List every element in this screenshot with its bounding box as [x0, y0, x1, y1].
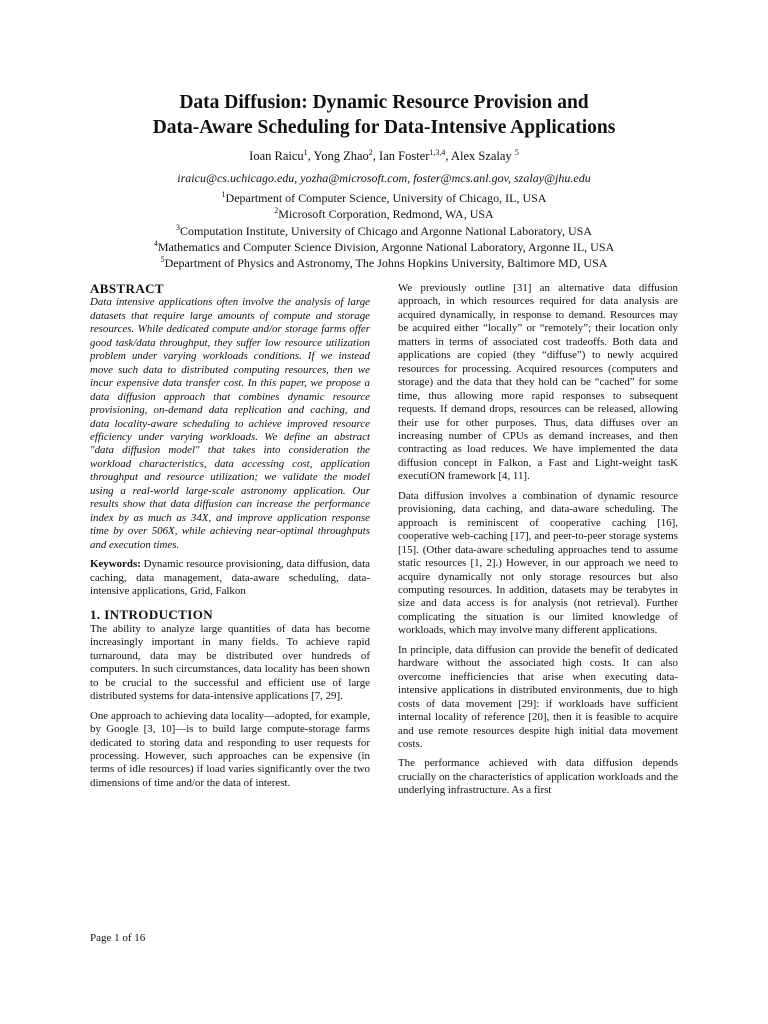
left-column — [90, 282, 370, 796]
keywords-text: Dynamic resource provisioning, data diffusion, data caching, data management, data-aware scheduling, data-intensive applications, Grid, Falkon — [90, 558, 370, 597]
author-name: Alex Szalay — [450, 149, 512, 163]
author-affiliation-mark: 1,3,4 — [429, 148, 446, 157]
keywords-label: Keywords: — [90, 558, 141, 571]
body-paragraph: We previously outline [31] an alternative data diffusion approach, in which resources required for data analysis are acquired dynamically, in response to demand. Resources may be acquired either “locally” or “remotely”; their location only matters in terms of associated cost tradeoffs. Both data and applications are copied (they “diffuse”) to newly acquired resources for processing. Acquired resources (computers and storage) and the data that they hold can be “cached” for some time, thus allowing more rapid responses to subsequent requests. If demand drops, resources can be released, allowing their use for other purposes. Thus, data diffuses over an increasing number of CPUs as demand increases, and then contracting as load reduces. We have implemented the data diffusion concept in Falkon, a Fast and Light-weight tasK executiON framework [4, 11]. — [398, 282, 678, 483]
page-number: Page 1 of 16 — [90, 932, 146, 944]
body-paragraph: In principle, data diffusion can provide the benefit of dedicated hardware without the associated high costs. It can also overcome inefficiencies that arise when executing data-intensive applications in distributed environments, due to high costs of data movement [29]: if workloads have sufficient internal locality of reference [20], then it is feasible to acquire and use remote resources despite high initial data movement costs. — [398, 643, 678, 750]
author-affiliation-mark: 5 — [514, 148, 519, 157]
title-line-1: Data Diffusion: Dynamic Resource Provision and — [179, 92, 589, 113]
affiliation-mark: 4 — [153, 238, 158, 248]
affiliation — [40, 206, 728, 222]
affiliation — [40, 190, 728, 206]
abstract-text: Data intensive applications often involve the analysis of large datasets that require large amounts of compute and storage resources. While dedicated compute and/or storage farms offer good task/data throughput, they suffer low resource utilization problem under varying workloads conditions. If we instead move such data to distributed computing resources, then we incur expensive data transfer cost. In this paper, we propose a data diffusion approach that combines dynamic resource provisioning, on-demand data replication and caching, and data locality-aware scheduling to achieve improved resource efficiency under varying workloads. We define an abstract "data diffusion model" that takes into consideration the workload characteristics, data accessing cost, application throughput and resource utilization; we validate the model using a real-world large-scale astronomy application. Our results show that data diffusion can increase the performance index by as much as 34X, and improve application response time by over 506X, while achieving near-optimal throughputs and execution times. — [90, 296, 370, 551]
author-name: Ioan Raicu — [249, 149, 304, 163]
author-name: Ian Foster — [379, 149, 430, 163]
title-line-2: Data-Aware Scheduling for Data-Intensive Applications — [152, 117, 616, 138]
author-affiliation-mark: 2 — [368, 148, 373, 157]
paper-title — [40, 90, 728, 140]
affiliation-text: Department of Physics and Astronomy, The Johns Hopkins University, Baltimore MD, USA — [164, 256, 608, 271]
affiliation-text: Mathematics and Computer Science Division, Argonne National Laboratory, Argonne IL, USA — [157, 239, 615, 254]
affiliation-mark: 1 — [221, 190, 226, 199]
body-paragraph: Data diffusion involves a combination of dynamic resource provisioning, data caching, and data-aware scheduling. The approach is reminiscent of cooperative caching [16], cooperative web-caching [17], and peer-to-peer storage systems [15]. (Other data-aware scheduling approaches tend to assume static resources [1, 2].) However, in our approach we need to acquire dynamically not only storage resources but also computing resources. In addition, datasets may be terabytes in size and data access is for analysis (not retrieval). Further complicating the situation is our limited knowledge of workloads, which may involve many different applications. — [398, 489, 678, 637]
affiliation-mark: 3 — [176, 222, 181, 232]
affiliation-list — [40, 190, 728, 271]
introduction-heading: 1. INTRODUCTION — [90, 607, 214, 623]
affiliation-mark: 2 — [274, 206, 279, 216]
author-list: Ioan Raicu$^1$, Yong Zhao$^2$, Ian Foster$^{1,3,4}$, Alex Szalay $^5$ — [249, 148, 519, 163]
author-emails: iraicu@cs.uchicago.edu, yozha@microsoft.com, foster@mcs.anl.gov, szalay@jhu.edu — [177, 171, 591, 185]
body-paragraph: One approach to achieving data locality—adopted, for example, by Google [3, 10]—is to build large compute-storage farms dedicated to storing data and responding to user requests for processing. However, such approaches can be expensive (in terms of idle resources) if load varies significantly over the two dimensions of time and/or the data of interest. — [90, 709, 370, 789]
affiliation-text: Department of Computer Science, University of Chicago, IL, USA — [225, 191, 547, 205]
affiliation-text: Computation Institute, University of Chicago and Argonne National Laboratory, USA — [180, 223, 592, 238]
body-paragraph: The performance achieved with data diffusion depends crucially on the characteristics of application workloads and the underlying infrastructure. As a first — [398, 757, 678, 797]
affiliation-text: Microsoft Corporation, Redmond, WA, USA — [278, 207, 494, 222]
affiliation — [40, 223, 728, 239]
keywords — [90, 558, 370, 598]
affiliation — [40, 239, 728, 255]
body-paragraph: The ability to analyze large quantities of data has become increasingly important in many fields. To achieve rapid turnaround, data may be distributed over hundreds of computers. In such circumstances, data locality has been shown to be crucial to the successful and efficient use of large distributed systems for data-intensive applications [7, 29]. — [90, 622, 370, 703]
affiliation — [40, 255, 728, 271]
affiliation-mark: 5 — [160, 255, 165, 265]
author-name: Yong Zhao — [313, 149, 369, 163]
author-affiliation-mark: 1 — [303, 148, 308, 157]
right-column — [398, 282, 678, 804]
abstract-heading: ABSTRACT — [90, 281, 164, 296]
